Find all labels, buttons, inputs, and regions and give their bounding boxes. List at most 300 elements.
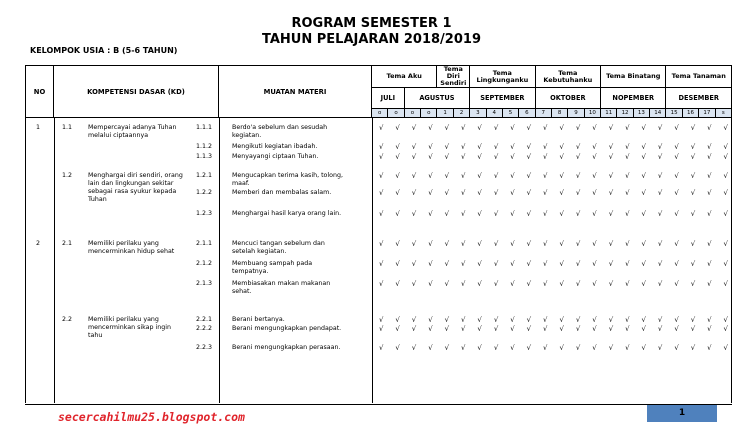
- age-group-label: KELOMPOK USIA : B (5-6 TAHUN): [30, 46, 178, 55]
- materi-code: 2.1.3: [196, 280, 213, 287]
- check-mark: √: [641, 124, 646, 132]
- check-mark: √: [657, 153, 663, 161]
- check-mark: √: [723, 260, 729, 268]
- kd-number: 2.1: [62, 240, 73, 247]
- check-mark: √: [477, 260, 482, 268]
- theme-header: Tema Diri Sendiri: [437, 66, 470, 88]
- month-header: SEPTEMBER: [470, 88, 535, 109]
- check-mark: √: [526, 240, 532, 248]
- check-mark: √: [592, 124, 597, 132]
- row-number: 2: [36, 240, 41, 247]
- check-mark: √: [559, 153, 564, 161]
- check-mark: √: [625, 172, 630, 180]
- header-no: NO: [26, 66, 54, 118]
- check-mark: √: [641, 260, 646, 268]
- materi-text: Mengikuti kegiatan ibadah.: [232, 143, 318, 150]
- month-header: NOPEMBER: [601, 88, 666, 109]
- check-mark: √: [690, 240, 696, 248]
- check-mark: √: [428, 124, 433, 132]
- check-mark: √: [690, 325, 696, 333]
- check-mark: √: [559, 260, 564, 268]
- check-mark: √: [707, 344, 712, 352]
- check-mark: √: [707, 153, 712, 161]
- check-mark: √: [411, 260, 417, 268]
- check-mark: √: [559, 210, 564, 218]
- month-header: OKTOBER: [535, 88, 600, 109]
- check-mark: √: [543, 124, 548, 132]
- check-mark: √: [378, 124, 384, 132]
- check-mark: √: [510, 240, 515, 248]
- column-divider: [54, 118, 55, 403]
- check-mark: √: [674, 344, 679, 352]
- check-mark: √: [493, 153, 499, 161]
- check-mark: √: [543, 143, 548, 151]
- check-mark: √: [625, 124, 630, 132]
- check-mark: √: [641, 210, 646, 218]
- check-mark: √: [444, 189, 450, 197]
- check-mark: √: [625, 344, 630, 352]
- check-mark: √: [674, 316, 679, 324]
- check-mark: √: [592, 240, 597, 248]
- theme-header: Tema Tanaman: [666, 66, 732, 88]
- week-cell: 11: [601, 109, 617, 118]
- kd-number: 1.1: [62, 124, 73, 131]
- check-mark: √: [592, 316, 597, 324]
- week-cell: 13: [633, 109, 649, 118]
- week-cell: 5: [502, 109, 518, 118]
- check-mark: √: [674, 189, 679, 197]
- check-mark: √: [641, 344, 646, 352]
- check-mark: √: [641, 153, 646, 161]
- check-mark: √: [510, 325, 515, 333]
- header-kd: KOMPETENSI DASAR (KD): [54, 66, 219, 118]
- check-mark: √: [461, 260, 466, 268]
- check-mark: √: [543, 240, 548, 248]
- check-mark: √: [444, 143, 450, 151]
- check-mark: √: [690, 316, 696, 324]
- check-mark: √: [707, 143, 712, 151]
- check-mark: √: [690, 280, 696, 288]
- check-mark: √: [657, 325, 663, 333]
- footer-divider: [25, 404, 732, 405]
- check-mark: √: [657, 143, 663, 151]
- check-mark: √: [707, 124, 712, 132]
- check-mark: √: [608, 325, 614, 333]
- check-mark: √: [461, 124, 466, 132]
- materi-code: 1.2.2: [196, 189, 213, 196]
- check-mark: √: [477, 153, 482, 161]
- check-mark: √: [625, 189, 630, 197]
- check-mark: √: [428, 189, 433, 197]
- check-mark: √: [378, 344, 384, 352]
- check-mark: √: [625, 153, 630, 161]
- week-cell: 14: [650, 109, 666, 118]
- check-mark: √: [428, 153, 433, 161]
- check-mark: √: [723, 172, 729, 180]
- check-mark: √: [690, 153, 696, 161]
- check-mark: √: [428, 280, 433, 288]
- blog-link[interactable]: secercahilmu25.blogspot.com: [58, 410, 245, 424]
- kd-text: Memiliki perilaku yang mencerminkan hidup sehat: [88, 240, 175, 255]
- check-mark: √: [395, 143, 400, 151]
- check-mark: √: [461, 325, 466, 333]
- week-cell: s: [715, 109, 731, 118]
- check-mark: √: [674, 280, 679, 288]
- check-mark: √: [477, 172, 482, 180]
- check-mark: √: [674, 260, 679, 268]
- check-mark: √: [608, 153, 614, 161]
- check-mark: √: [395, 124, 400, 132]
- kd-text: Memiliki perilaku yang mencerminkan sikap ingin tahu: [88, 316, 171, 339]
- check-mark: √: [592, 210, 597, 218]
- check-mark: √: [625, 280, 630, 288]
- materi-code: 2.2.3: [196, 344, 213, 351]
- check-mark: √: [543, 153, 548, 161]
- materi-code: 2.2.2: [196, 325, 213, 332]
- check-mark: √: [641, 189, 646, 197]
- check-mark: √: [723, 240, 729, 248]
- check-mark: √: [461, 344, 466, 352]
- check-mark: √: [411, 344, 417, 352]
- week-cell: 17: [699, 109, 715, 118]
- check-mark: √: [510, 280, 515, 288]
- check-mark: √: [510, 172, 515, 180]
- check-mark: √: [444, 210, 450, 218]
- materi-text: Mencuci tangan sebelum dan setelah kegiatan.: [232, 240, 325, 255]
- check-mark: √: [592, 325, 597, 333]
- check-mark: √: [444, 280, 450, 288]
- check-mark: √: [444, 325, 450, 333]
- check-mark: √: [395, 344, 400, 352]
- column-divider: [219, 118, 220, 403]
- check-mark: √: [428, 316, 433, 324]
- check-mark: √: [477, 124, 482, 132]
- check-mark: √: [707, 316, 712, 324]
- check-mark: √: [526, 172, 532, 180]
- check-mark: √: [575, 280, 581, 288]
- week-cell: o: [372, 109, 388, 118]
- check-mark: √: [461, 280, 466, 288]
- check-mark: √: [428, 210, 433, 218]
- check-mark: √: [477, 280, 482, 288]
- check-mark: √: [707, 172, 712, 180]
- column-divider: [372, 118, 373, 403]
- check-mark: √: [493, 344, 499, 352]
- month-header: AGUSTUS: [404, 88, 469, 109]
- check-mark: √: [378, 260, 384, 268]
- check-mark: √: [657, 210, 663, 218]
- check-mark: √: [411, 210, 417, 218]
- check-mark: √: [526, 124, 532, 132]
- check-mark: √: [707, 260, 712, 268]
- check-mark: √: [526, 344, 532, 352]
- check-mark: √: [378, 210, 384, 218]
- check-mark: √: [378, 316, 384, 324]
- check-mark: √: [543, 172, 548, 180]
- materi-text: Membiasakan makan makanan sehat.: [232, 280, 331, 295]
- check-mark: √: [378, 240, 384, 248]
- week-cell: 15: [666, 109, 682, 118]
- check-mark: √: [575, 172, 581, 180]
- check-mark: √: [526, 316, 532, 324]
- check-mark: √: [641, 316, 646, 324]
- check-mark: √: [411, 143, 417, 151]
- week-cell: 1: [437, 109, 453, 118]
- check-mark: √: [592, 344, 597, 352]
- check-mark: √: [723, 316, 729, 324]
- check-mark: √: [608, 210, 614, 218]
- check-mark: √: [411, 124, 417, 132]
- kd-number: 2.2: [62, 316, 73, 323]
- check-mark: √: [707, 325, 712, 333]
- check-mark: √: [543, 325, 548, 333]
- check-mark: √: [657, 344, 663, 352]
- check-mark: √: [608, 124, 614, 132]
- check-mark: √: [461, 172, 466, 180]
- check-mark: √: [575, 260, 581, 268]
- page-number: 1: [647, 405, 717, 422]
- check-mark: √: [461, 316, 466, 324]
- check-mark: √: [657, 189, 663, 197]
- check-mark: √: [559, 280, 564, 288]
- check-mark: √: [608, 240, 614, 248]
- check-mark: √: [723, 344, 729, 352]
- check-mark: √: [510, 143, 515, 151]
- check-mark: √: [411, 153, 417, 161]
- check-mark: √: [543, 260, 548, 268]
- check-mark: √: [592, 153, 597, 161]
- check-mark: √: [378, 153, 384, 161]
- week-cell: 8: [551, 109, 567, 118]
- materi-code: 1.1.2: [196, 143, 213, 150]
- check-mark: √: [543, 189, 548, 197]
- check-mark: √: [608, 172, 614, 180]
- check-mark: √: [444, 344, 450, 352]
- check-mark: √: [625, 240, 630, 248]
- document-title: ROGRAM SEMESTER 1: [291, 16, 452, 31]
- check-mark: √: [395, 280, 400, 288]
- check-mark: √: [723, 143, 729, 151]
- month-header: DESEMBER: [666, 88, 732, 109]
- check-mark: √: [657, 316, 663, 324]
- materi-code: 2.2.1: [196, 316, 213, 323]
- check-mark: √: [543, 344, 548, 352]
- check-mark: √: [526, 280, 532, 288]
- check-mark: √: [559, 172, 564, 180]
- check-mark: √: [526, 325, 532, 333]
- check-mark: √: [674, 153, 679, 161]
- check-mark: √: [559, 189, 564, 197]
- check-mark: √: [493, 240, 499, 248]
- check-mark: √: [690, 210, 696, 218]
- check-mark: √: [526, 189, 532, 197]
- materi-code: 1.1.3: [196, 153, 213, 160]
- check-mark: √: [493, 260, 499, 268]
- check-mark: √: [493, 124, 499, 132]
- check-mark: √: [411, 325, 417, 333]
- check-mark: √: [411, 240, 417, 248]
- check-mark: √: [674, 240, 679, 248]
- check-mark: √: [395, 325, 400, 333]
- check-mark: √: [395, 172, 400, 180]
- week-cell: 12: [617, 109, 633, 118]
- check-mark: √: [444, 172, 450, 180]
- week-cell: 10: [584, 109, 600, 118]
- check-mark: √: [378, 189, 384, 197]
- check-mark: √: [510, 153, 515, 161]
- check-mark: √: [592, 280, 597, 288]
- materi-code: 2.1.2: [196, 260, 213, 267]
- check-mark: √: [723, 153, 729, 161]
- check-mark: √: [493, 280, 499, 288]
- materi-text: Berdo'a sebelum dan sesudah kegiatan.: [232, 124, 328, 139]
- check-mark: √: [674, 124, 679, 132]
- check-mark: √: [543, 316, 548, 324]
- check-mark: √: [625, 210, 630, 218]
- check-mark: √: [543, 210, 548, 218]
- check-mark: √: [559, 143, 564, 151]
- check-mark: √: [575, 124, 581, 132]
- check-mark: √: [641, 240, 646, 248]
- check-mark: √: [674, 172, 679, 180]
- check-mark: √: [428, 260, 433, 268]
- check-mark: √: [428, 325, 433, 333]
- check-mark: √: [723, 280, 729, 288]
- check-mark: √: [526, 153, 532, 161]
- week-cell: 3: [470, 109, 486, 118]
- check-mark: √: [575, 240, 581, 248]
- check-mark: √: [378, 172, 384, 180]
- check-mark: √: [575, 344, 581, 352]
- check-mark: √: [543, 280, 548, 288]
- check-mark: √: [608, 316, 614, 324]
- month-header: JULI: [372, 88, 405, 109]
- materi-text: Berani bertanya.: [232, 316, 285, 323]
- theme-header: Tema Aku: [372, 66, 437, 88]
- materi-text: Memberi dan membalas salam.: [232, 189, 332, 196]
- check-mark: √: [428, 143, 433, 151]
- check-mark: √: [510, 344, 515, 352]
- check-mark: √: [395, 210, 400, 218]
- check-mark: √: [411, 316, 417, 324]
- check-mark: √: [461, 143, 466, 151]
- check-mark: √: [559, 124, 564, 132]
- week-cell: 7: [535, 109, 551, 118]
- check-mark: √: [559, 344, 564, 352]
- check-mark: √: [526, 143, 532, 151]
- materi-text: Mengucapkan terima kasih, tolong, maaf.: [232, 172, 343, 187]
- check-mark: √: [707, 280, 712, 288]
- check-mark: √: [493, 316, 499, 324]
- check-mark: √: [657, 240, 663, 248]
- check-mark: √: [723, 325, 729, 333]
- check-mark: √: [411, 189, 417, 197]
- check-mark: √: [477, 143, 482, 151]
- check-mark: √: [477, 316, 482, 324]
- check-mark: √: [444, 124, 450, 132]
- check-mark: √: [428, 240, 433, 248]
- week-cell: 2: [453, 109, 469, 118]
- check-mark: √: [608, 260, 614, 268]
- check-mark: √: [395, 316, 400, 324]
- document-subtitle: TAHUN PELAJARAN 2018/2019: [261, 32, 481, 47]
- check-mark: √: [395, 153, 400, 161]
- check-mark: √: [690, 143, 696, 151]
- materi-text: Menyayangi ciptaan Tuhan.: [232, 153, 319, 160]
- check-mark: √: [575, 316, 581, 324]
- check-mark: √: [477, 344, 482, 352]
- materi-text: Membuang sampah pada tempatnya.: [232, 260, 313, 275]
- check-mark: √: [411, 172, 417, 180]
- check-mark: √: [395, 260, 400, 268]
- theme-header: Tema Kebutuhanku: [535, 66, 600, 88]
- check-mark: √: [690, 172, 696, 180]
- check-mark: √: [444, 316, 450, 324]
- materi-code: 1.1.1: [196, 124, 213, 131]
- check-mark: √: [641, 325, 646, 333]
- check-mark: √: [657, 172, 663, 180]
- check-mark: √: [575, 325, 581, 333]
- kd-number: 1.2: [62, 172, 73, 179]
- check-mark: √: [461, 210, 466, 218]
- check-mark: √: [625, 316, 630, 324]
- check-mark: √: [608, 280, 614, 288]
- check-mark: √: [592, 172, 597, 180]
- check-mark: √: [510, 316, 515, 324]
- check-mark: √: [559, 316, 564, 324]
- week-cell: o: [404, 109, 420, 118]
- check-mark: √: [690, 124, 696, 132]
- check-mark: √: [461, 189, 466, 197]
- check-mark: √: [411, 280, 417, 288]
- check-mark: √: [395, 240, 400, 248]
- check-mark: √: [378, 143, 384, 151]
- check-mark: √: [444, 153, 450, 161]
- check-mark: √: [592, 143, 597, 151]
- header-materi: MUATAN MATERI: [219, 66, 372, 118]
- kd-text: Menghargai diri sendiri, orang lain dan lingkungan sekitar sebagai rasa syukur kepada Tuhan: [88, 172, 183, 203]
- check-mark: √: [608, 189, 614, 197]
- check-mark: √: [461, 153, 466, 161]
- check-mark: √: [707, 240, 712, 248]
- table-body: [26, 118, 731, 403]
- check-mark: √: [592, 189, 597, 197]
- check-mark: √: [493, 325, 499, 333]
- check-mark: √: [378, 325, 384, 333]
- check-mark: √: [674, 210, 679, 218]
- check-mark: √: [378, 280, 384, 288]
- check-mark: √: [510, 124, 515, 132]
- check-mark: √: [559, 240, 564, 248]
- check-mark: √: [559, 325, 564, 333]
- check-mark: √: [641, 280, 646, 288]
- week-cell: 4: [486, 109, 502, 118]
- check-mark: √: [477, 210, 482, 218]
- check-mark: √: [707, 210, 712, 218]
- week-cell: o: [388, 109, 404, 118]
- materi-text: Berani mengungkapkan perasaan.: [232, 344, 341, 351]
- check-mark: √: [493, 172, 499, 180]
- check-mark: √: [493, 189, 499, 197]
- check-mark: √: [690, 344, 696, 352]
- check-mark: √: [674, 325, 679, 333]
- check-mark: √: [625, 260, 630, 268]
- week-cell: 6: [519, 109, 535, 118]
- check-mark: √: [510, 260, 515, 268]
- check-mark: √: [575, 210, 581, 218]
- check-mark: √: [477, 325, 482, 333]
- check-mark: √: [608, 143, 614, 151]
